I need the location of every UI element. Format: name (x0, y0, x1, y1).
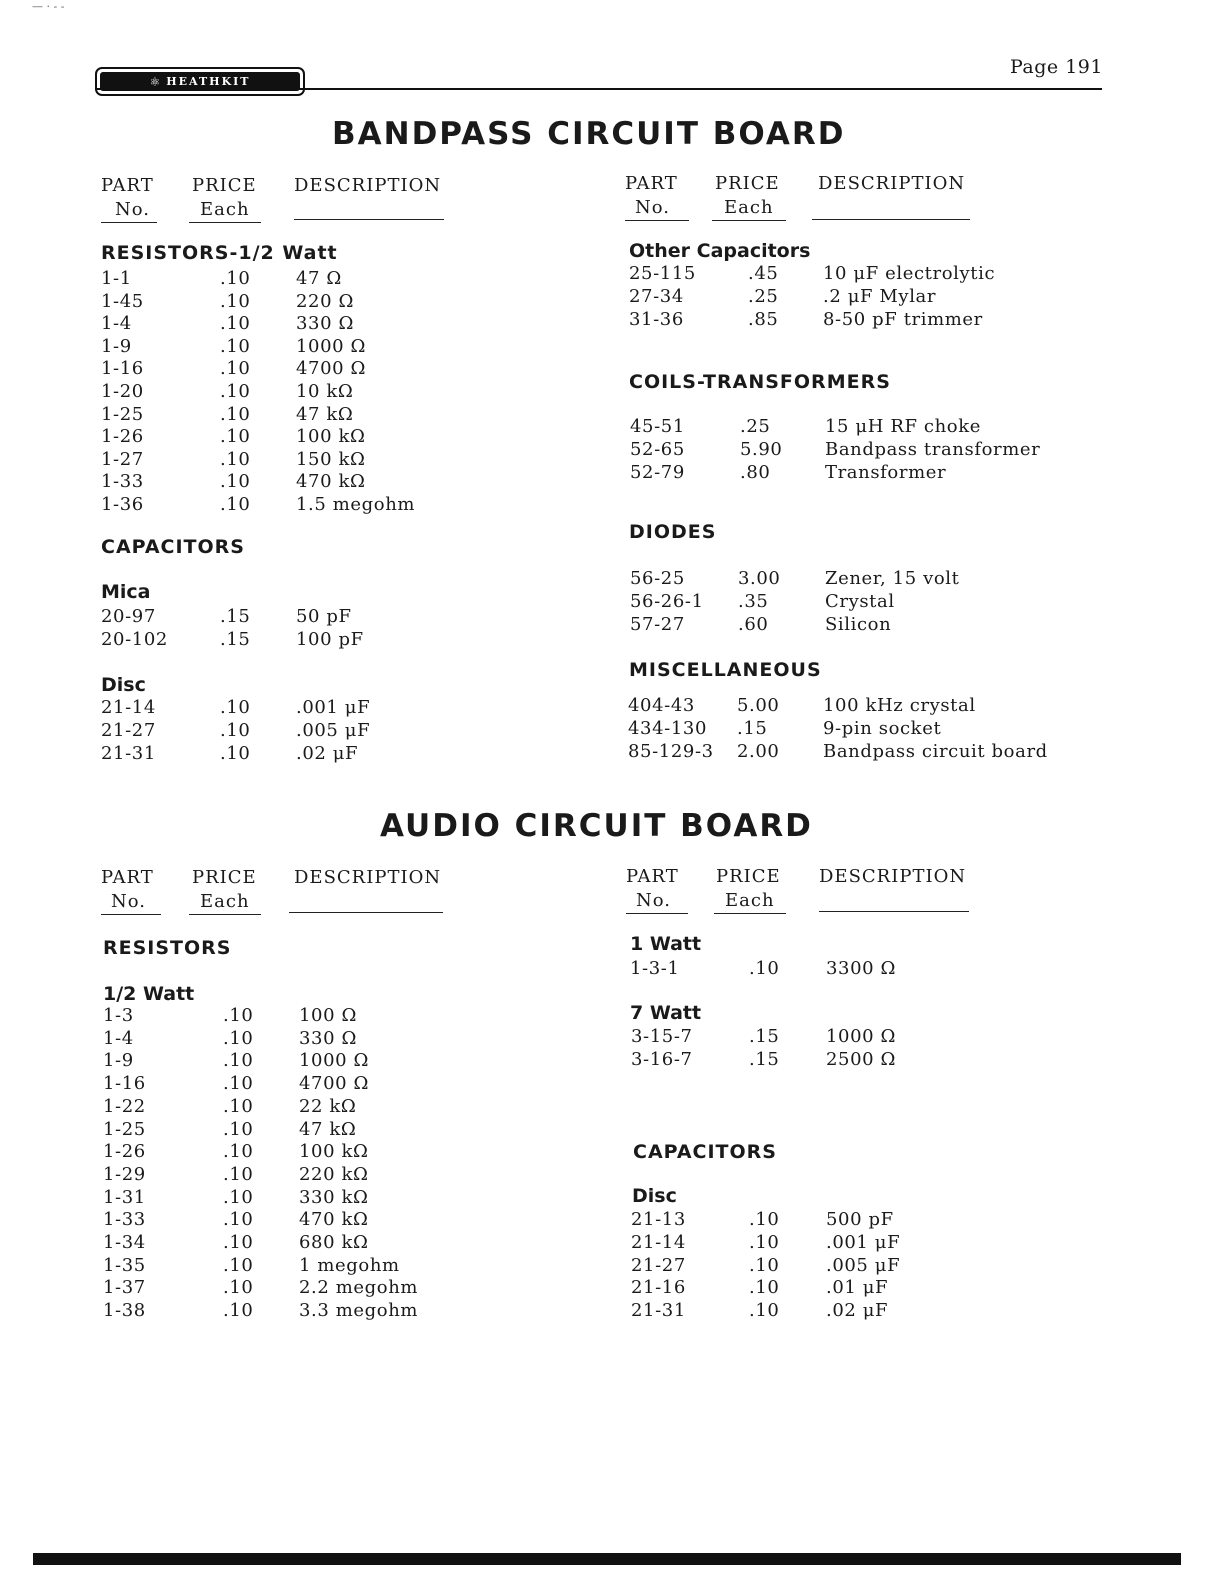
part-desc: Bandpass transformer (825, 439, 1041, 460)
part-desc: 220 kΩ (299, 1163, 369, 1185)
part-desc: 47 kΩ (299, 1118, 357, 1140)
underline (819, 911, 969, 912)
part-desc: 3300 Ω (826, 958, 897, 979)
subgroup-heading: 1 Watt (630, 933, 702, 955)
part-part: 1-4 (101, 313, 132, 335)
part-part: 1-29 (103, 1163, 146, 1185)
part-desc: Zener, 15 volt (825, 568, 960, 589)
part-price: .10 (223, 1141, 254, 1163)
part-price: 5.90 (740, 439, 783, 460)
col-head-price: PRICE (715, 173, 780, 194)
part-part: 1-3-1 (630, 958, 680, 979)
part-desc: 3.3 megohm (299, 1300, 419, 1322)
underline (294, 219, 444, 220)
part-part: 20-102 (101, 629, 168, 650)
part-price: .10 (223, 1005, 254, 1026)
part-desc: .001 μF (296, 697, 371, 718)
part-part: 3-15-7 (631, 1026, 693, 1047)
part-desc: 100 kΩ (299, 1141, 369, 1163)
logo-text: HEATHKIT (166, 75, 251, 88)
underline (289, 912, 443, 913)
col-head-part: PART (625, 173, 678, 194)
part-desc: 9-pin socket (823, 718, 942, 739)
part-part: 21-27 (101, 720, 156, 741)
col-head-part: PART (101, 867, 154, 888)
part-price: .10 (220, 448, 251, 470)
part-desc: 330 Ω (296, 313, 355, 335)
col-head-part-sub: No. (115, 199, 150, 220)
part-desc: 22 kΩ (299, 1095, 357, 1117)
group-heading: RESISTORS-1/2 Watt (101, 242, 338, 264)
part-part: 1-20 (101, 381, 144, 402)
col-head-price-sub: Each (200, 891, 250, 912)
part-desc: 680 kΩ (299, 1232, 369, 1253)
part-part: 21-13 (631, 1209, 686, 1230)
part-part: 1-37 (103, 1277, 146, 1299)
part-part: 1-26 (101, 426, 144, 448)
col-head-desc: DESCRIPTION (819, 866, 967, 887)
part-price: .10 (223, 1118, 254, 1140)
part-price: .10 (223, 1095, 254, 1117)
part-part: 1-25 (103, 1118, 146, 1140)
part-desc: 100 kΩ (296, 426, 366, 448)
group-heading: CAPACITORS (101, 536, 245, 558)
part-price: .15 (749, 1026, 780, 1047)
col-head-price-sub: Each (200, 199, 250, 220)
part-desc: 100 pF (296, 629, 364, 650)
part-part: 1-4 (103, 1027, 134, 1049)
part-desc: 150 kΩ (296, 448, 366, 470)
part-price: .10 (749, 1300, 780, 1322)
part-part: 57-27 (630, 614, 685, 635)
col-head-price-sub: Each (724, 197, 774, 218)
part-desc: 330 Ω (299, 1027, 358, 1049)
part-desc: 470 kΩ (296, 471, 366, 493)
subgroup-heading: Disc (101, 674, 146, 696)
col-head-price-sub: Each (725, 890, 775, 911)
col-head-price: PRICE (192, 867, 257, 888)
part-part: 1-22 (103, 1095, 146, 1117)
part-part: 1-33 (101, 471, 144, 493)
part-part: 404-43 (628, 695, 695, 716)
part-price: .10 (749, 1231, 780, 1253)
underline (625, 220, 689, 221)
part-part: 52-79 (630, 462, 685, 483)
part-price: .10 (223, 1254, 254, 1276)
part-part: 45-51 (630, 416, 685, 437)
underline (101, 222, 157, 223)
part-price: .15 (220, 606, 251, 627)
part-price: .10 (749, 958, 780, 979)
part-desc: 1000 Ω (826, 1026, 897, 1047)
col-head-part-sub: No. (111, 891, 146, 912)
part-part: 1-25 (101, 403, 144, 425)
part-price: .10 (223, 1232, 254, 1253)
part-desc: 330 kΩ (299, 1186, 369, 1208)
col-head-part: PART (101, 175, 154, 196)
col-head-desc: DESCRIPTION (294, 175, 442, 196)
part-part: 21-16 (631, 1277, 686, 1299)
subgroup-heading: 1/2 Watt (103, 983, 195, 1005)
part-price: .10 (223, 1186, 254, 1208)
part-price: .25 (740, 416, 771, 437)
underline (712, 220, 786, 221)
part-price: .10 (220, 335, 251, 357)
part-desc: 1 megohm (299, 1254, 400, 1276)
part-part: 1-36 (101, 494, 144, 515)
underline (189, 222, 261, 223)
part-price: .10 (220, 290, 251, 312)
part-price: .10 (220, 471, 251, 493)
part-part: 1-38 (103, 1300, 146, 1322)
part-desc: 10 μF electrolytic (823, 263, 996, 284)
part-part: 85-129-3 (628, 741, 714, 762)
part-price: .10 (749, 1277, 780, 1299)
part-part: 1-34 (103, 1232, 146, 1253)
underline (101, 914, 161, 915)
part-price: .10 (220, 743, 251, 764)
part-price: 2.00 (737, 741, 780, 762)
part-price: .10 (749, 1209, 780, 1230)
part-price: .45 (748, 263, 779, 284)
part-part: 1-9 (101, 335, 132, 357)
underline (714, 913, 786, 914)
heathkit-logo (95, 67, 305, 96)
part-part: 1-27 (101, 448, 144, 470)
part-desc: 2500 Ω (826, 1049, 897, 1070)
part-desc: Transformer (825, 462, 947, 483)
part-price: .60 (738, 614, 769, 635)
col-head-price: PRICE (716, 866, 781, 887)
subgroup-heading: Disc (632, 1185, 677, 1207)
part-part: 25-115 (629, 263, 696, 284)
part-part: 434-130 (628, 718, 707, 739)
part-desc: 100 Ω (299, 1005, 358, 1026)
part-price: .15 (737, 718, 768, 739)
part-desc: .01 μF (826, 1277, 889, 1299)
part-price: .10 (223, 1073, 254, 1095)
part-part: 21-31 (101, 743, 156, 764)
part-desc: 4700 Ω (299, 1073, 370, 1095)
part-price: .10 (223, 1027, 254, 1049)
part-part: 1-9 (103, 1050, 134, 1072)
part-part: 31-36 (629, 309, 684, 330)
part-desc: 1.5 megohm (296, 494, 416, 515)
group-heading: Other Capacitors (629, 240, 811, 262)
col-head-desc: DESCRIPTION (294, 867, 442, 888)
part-price: .10 (223, 1277, 254, 1299)
part-desc: .2 μF Mylar (823, 286, 937, 307)
part-desc: Bandpass circuit board (823, 741, 1048, 762)
part-price: .10 (223, 1209, 254, 1231)
part-part: 1-1 (101, 268, 132, 289)
col-head-price: PRICE (192, 175, 257, 196)
part-desc: 50 pF (296, 606, 352, 627)
part-desc: 10 kΩ (296, 381, 354, 402)
part-price: .10 (223, 1163, 254, 1185)
part-price: .10 (220, 697, 251, 718)
col-head-part-sub: No. (635, 197, 670, 218)
part-price: .10 (220, 494, 251, 515)
footer-rule (33, 1553, 1181, 1565)
part-part: 20-97 (101, 606, 156, 627)
part-price: .10 (220, 381, 251, 402)
part-price: .10 (220, 720, 251, 741)
col-head-desc: DESCRIPTION (818, 173, 966, 194)
part-desc: 470 kΩ (299, 1209, 369, 1231)
part-desc: 1000 Ω (296, 335, 367, 357)
part-price: .10 (220, 358, 251, 380)
underline (626, 913, 688, 914)
part-price: .80 (740, 462, 771, 483)
part-desc: 1000 Ω (299, 1050, 370, 1072)
group-heading: COILS-TRANSFORMERS (629, 371, 891, 393)
part-desc: .005 μF (826, 1254, 901, 1276)
part-desc: .02 μF (826, 1300, 889, 1322)
col-head-part: PART (626, 866, 679, 887)
part-price: .10 (220, 268, 251, 289)
part-desc: 500 pF (826, 1209, 894, 1230)
atom-icon: ⚛ (149, 74, 161, 89)
part-part: 21-14 (631, 1231, 686, 1253)
part-desc: 4700 Ω (296, 358, 367, 380)
part-part: 1-3 (103, 1005, 134, 1026)
subgroup-heading: 7 Watt (630, 1002, 702, 1024)
part-desc: 2.2 megohm (299, 1277, 419, 1299)
part-part: 56-26-1 (630, 591, 704, 612)
part-price: .10 (220, 313, 251, 335)
part-part: 1-45 (101, 290, 144, 312)
page-number: Page 191 (1010, 56, 1103, 78)
part-part: 1-31 (103, 1186, 146, 1208)
part-desc: 220 Ω (296, 290, 355, 312)
group-heading: DIODES (629, 521, 717, 543)
part-desc: .001 μF (826, 1231, 901, 1253)
part-price: .10 (220, 426, 251, 448)
part-part: 1-16 (103, 1073, 146, 1095)
part-part: 1-35 (103, 1254, 146, 1276)
subgroup-heading: Mica (101, 581, 151, 603)
part-price: 5.00 (737, 695, 780, 716)
part-price: .25 (748, 286, 779, 307)
part-desc: 47 Ω (296, 268, 342, 289)
part-desc: Silicon (825, 614, 892, 635)
part-part: 21-27 (631, 1254, 686, 1276)
part-price: .15 (749, 1049, 780, 1070)
audio-title: AUDIO CIRCUIT BOARD (380, 808, 813, 844)
group-heading: MISCELLANEOUS (629, 659, 822, 681)
part-price: .10 (223, 1050, 254, 1072)
part-part: 1-26 (103, 1141, 146, 1163)
underline (812, 219, 970, 220)
part-part: 3-16-7 (631, 1049, 693, 1070)
part-desc: 15 μH RF choke (825, 416, 981, 437)
part-desc: Crystal (825, 591, 895, 612)
part-desc: 8-50 pF trimmer (823, 309, 983, 330)
group-heading: RESISTORS (103, 937, 232, 959)
stray-mark: — · - - (32, 0, 65, 13)
group-heading: CAPACITORS (633, 1141, 777, 1163)
col-head-part-sub: No. (636, 890, 671, 911)
part-price: .10 (220, 403, 251, 425)
bandpass-title: BANDPASS CIRCUIT BOARD (332, 116, 846, 152)
part-part: 56-25 (630, 568, 685, 589)
part-desc: 47 kΩ (296, 403, 354, 425)
part-part: 27-34 (629, 286, 684, 307)
part-desc: .005 μF (296, 720, 371, 741)
part-part: 1-16 (101, 358, 144, 380)
part-price: .10 (749, 1254, 780, 1276)
underline (189, 914, 261, 915)
part-price: .35 (738, 591, 769, 612)
part-part: 21-31 (631, 1300, 686, 1322)
part-part: 1-33 (103, 1209, 146, 1231)
part-price: 3.00 (738, 568, 781, 589)
part-price: .15 (220, 629, 251, 650)
header-rule (95, 88, 1102, 90)
part-price: .10 (223, 1300, 254, 1322)
part-desc: .02 μF (296, 743, 359, 764)
part-price: .85 (748, 309, 779, 330)
part-desc: 100 kHz crystal (823, 695, 976, 716)
part-part: 52-65 (630, 439, 685, 460)
part-part: 21-14 (101, 697, 156, 718)
